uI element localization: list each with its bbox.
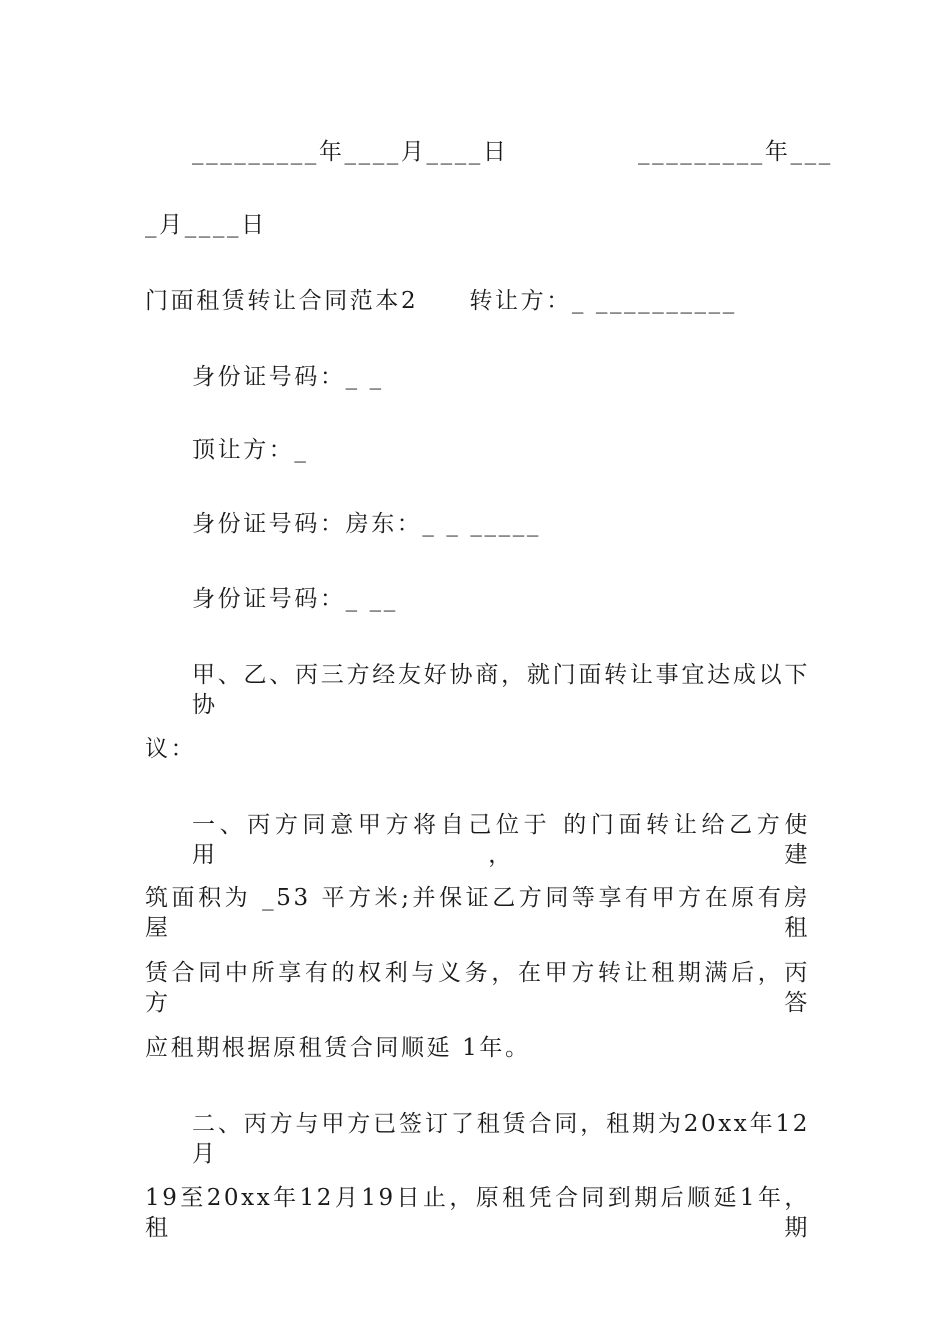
- clause-1-line-4: 应租期根据原租赁合同顺延 1年。: [145, 1035, 531, 1061]
- signature-date-right: _________年___: [638, 139, 833, 165]
- clause-1-line-2: 筑面积为 _53 平方米;并保证乙方同等享有甲方在原有房屋租: [145, 885, 810, 941]
- signature-date-continued: _月____日: [145, 212, 267, 238]
- transferee-id-and-landlord: 身份证号码：房东：_ _ _____: [192, 511, 541, 537]
- intro-paragraph-line-1: 甲、乙、丙三方经友好协商，就门面转让事宜达成以下协: [192, 662, 810, 718]
- clause-1-line-3: 赁合同中所享有的权利与义务，在甲方转让租期满后，丙方答: [145, 960, 810, 1016]
- transferee-line: 顶让方：_: [192, 437, 309, 463]
- clause-2-line-1: 二、丙方与甲方已签订了租赁合同，租期为20xx年12月: [192, 1111, 810, 1167]
- transferor-id-number: 身份证号码：_ _: [192, 364, 384, 390]
- intro-paragraph-line-2: 议：: [145, 736, 197, 762]
- landlord-id-number: 身份证号码：_ __: [192, 586, 398, 612]
- signature-date-left: _________年____月____日: [192, 139, 509, 165]
- clause-1-line-1: 一、丙方同意甲方将自己位于 的门面转让给乙方使用，建: [192, 812, 810, 868]
- contract-title-and-transferor: 门面租赁转让合同范本2 转让方：_ __________: [145, 288, 737, 314]
- clause-2-line-2: 19至20xx年12月19日止，原租凭合同到期后顺延1年，租期: [145, 1185, 810, 1241]
